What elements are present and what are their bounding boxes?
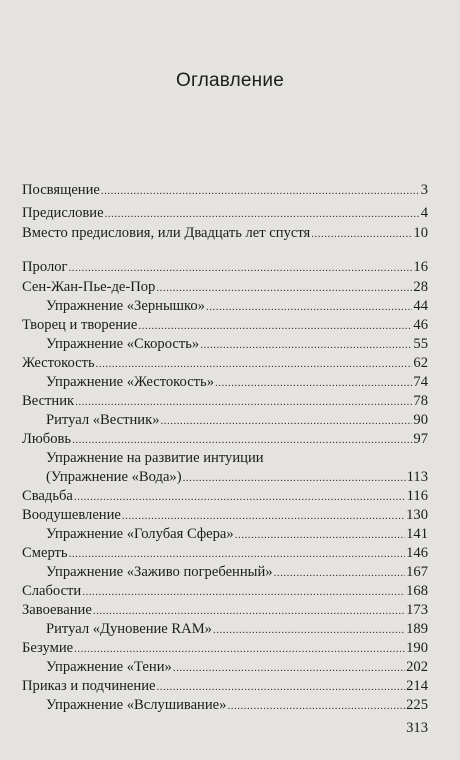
toc-leader-dots (173, 659, 405, 678)
toc-entry-page: 190 (406, 640, 428, 656)
toc-leader-dots (200, 336, 412, 355)
toc-entry (22, 316, 428, 335)
toc-entry-page: 44 (413, 298, 428, 314)
toc-entry-title: Упражнение «Голубая Сфера» (46, 526, 234, 542)
toc-entry-title: Пролог (22, 259, 68, 275)
toc-leader-dots (311, 225, 412, 244)
toc-leader-dots (138, 317, 412, 336)
toc-entry-page: 16 (413, 259, 428, 275)
toc-entry-title: Ритуал «Вестник» (46, 412, 160, 428)
toc-entry-title: Свадьба (22, 488, 73, 504)
toc-entry-title: Завоевание (22, 602, 92, 618)
toc-entry-title: Воодушевление (22, 507, 121, 523)
toc-entry-page: 225 (406, 697, 428, 713)
toc-entry (22, 582, 428, 601)
toc-entry-title: Вестник (22, 393, 75, 409)
toc-entry-title: Творец и творение (22, 317, 138, 333)
toc-leader-dots (274, 564, 406, 583)
toc-entry (22, 544, 428, 563)
toc-entry-page: 116 (406, 488, 428, 504)
toc-entry-page: 214 (406, 678, 428, 694)
toc-leader-dots (96, 355, 413, 374)
toc-entry-page: 46 (413, 317, 428, 333)
toc-entry (22, 392, 428, 411)
toc-leader-dots (157, 678, 406, 697)
toc-entry (46, 335, 428, 354)
toc-entry (46, 411, 428, 430)
toc-leader-dots (161, 412, 413, 431)
toc-entry (22, 639, 428, 658)
toc-entry-page: 146 (406, 545, 428, 561)
toc-entry-page: 173 (406, 602, 428, 618)
toc-entry (22, 601, 428, 620)
toc-entry (46, 563, 428, 582)
toc-leader-dots (206, 298, 412, 317)
toc-entry (46, 297, 428, 316)
toc-leader-dots (72, 431, 412, 450)
toc-entry-page: 90 (413, 412, 428, 428)
toc-entry (22, 430, 428, 449)
toc-entry (22, 181, 428, 200)
toc-entry-title: Приказ и подчинение (22, 678, 156, 694)
toc-leader-dots (69, 545, 406, 564)
toc-entry (46, 696, 428, 715)
toc-leader-dots (74, 488, 406, 507)
toc-entry-title: Посвящение (22, 182, 100, 198)
page-number: 313 (406, 720, 428, 736)
toc-entry (22, 204, 428, 223)
toc-entry (22, 258, 428, 277)
toc-entry-page: 10 (413, 225, 428, 241)
toc-entry-title: Упражнение «Жестокость» (46, 374, 214, 390)
toc-entry-page: 189 (406, 621, 428, 637)
toc-entry-page: 113 (406, 469, 428, 485)
toc-entry-first-line: Упражнение на развитие интуиции (46, 450, 264, 466)
toc-entry-title: Предисловие (22, 205, 104, 221)
toc-entry (46, 468, 428, 487)
toc-leader-dots (227, 697, 405, 716)
toc-entry-title: Сен-Жан-Пье-де-Пор (22, 279, 156, 295)
toc-entry-page: 167 (406, 564, 428, 580)
toc-entry-title: Упражнение «Зернышко» (46, 298, 205, 314)
toc-entry-title: Безумие (22, 640, 74, 656)
toc-entry-page: 28 (413, 279, 428, 295)
toc-entry-title: Любовь (22, 431, 72, 447)
toc-entry (46, 525, 428, 544)
toc-entry (22, 506, 428, 525)
toc-entry (22, 278, 428, 297)
toc-entry-page: 130 (406, 507, 428, 523)
toc-entry-page: 55 (413, 336, 428, 352)
toc-entry-title: Упражнение «Скорость» (46, 336, 200, 352)
toc-leader-dots (74, 640, 405, 659)
toc-leader-dots (215, 374, 412, 393)
toc-entry-title: Упражнение «Заживо погребенный» (46, 564, 273, 580)
toc-entry (22, 487, 428, 506)
toc-entry (22, 354, 428, 373)
toc-entry (22, 677, 428, 696)
toc-entry (46, 620, 428, 639)
toc-entry (22, 224, 428, 243)
toc-entry-page: 97 (413, 431, 428, 447)
toc-entry-page: 3 (420, 182, 428, 198)
toc-entry-title: (Упражнение «Вода») (46, 469, 182, 485)
toc-entry-page: 202 (406, 659, 428, 675)
toc-entry-title: Упражнение «Тени» (46, 659, 172, 675)
page-title: Оглавление (176, 70, 284, 91)
toc-entry-title: Слабости (22, 583, 82, 599)
toc-leader-dots (122, 507, 405, 526)
toc-entry (46, 658, 428, 677)
toc-leader-dots (69, 259, 413, 278)
toc-leader-dots (82, 583, 405, 602)
toc-leader-dots (105, 205, 420, 224)
toc-entry-page: 168 (406, 583, 428, 599)
toc-entry-page: 78 (413, 393, 428, 409)
toc-leader-dots (156, 279, 412, 298)
toc-leader-dots (183, 469, 406, 488)
toc-entry-page: 141 (406, 526, 428, 542)
toc-leader-dots (213, 621, 405, 640)
toc-leader-dots (75, 393, 412, 412)
toc-leader-dots (101, 182, 420, 201)
toc-leader-dots (235, 526, 405, 545)
toc-leader-dots (93, 602, 405, 621)
toc-entry-page: 74 (413, 374, 428, 390)
toc-entry-title: Жестокость (22, 355, 95, 371)
toc-entry-page: 4 (420, 205, 428, 221)
toc-entry-title: Ритуал «Дуновение RAM» (46, 621, 212, 637)
toc-entry-title: Смерть (22, 545, 68, 561)
toc-entry-title: Упражнение «Вслушивание» (46, 697, 227, 713)
toc-entry (46, 373, 428, 392)
toc-entry-title: Вместо предисловия, или Двадцать лет спустя (22, 225, 311, 241)
toc-entry-page: 62 (413, 355, 428, 371)
